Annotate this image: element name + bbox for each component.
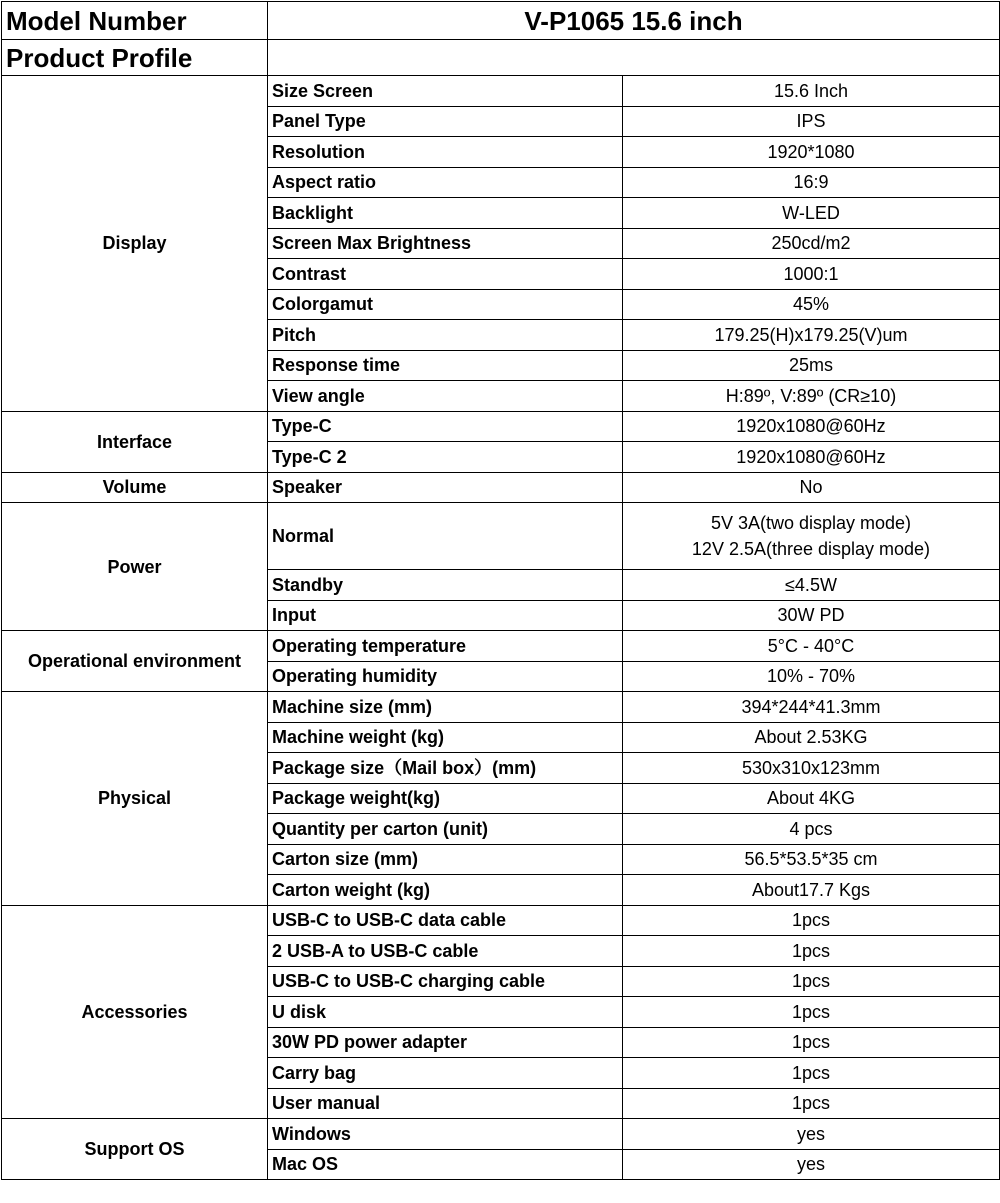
value-cell: 1920x1080@60Hz <box>623 411 1000 442</box>
value-cell: W-LED <box>623 198 1000 229</box>
value-line: 12V 2.5A(three display mode) <box>691 539 931 559</box>
value-cell: 1pcs <box>623 1027 1000 1058</box>
value-cell: 179.25(H)x179.25(V)um <box>623 320 1000 351</box>
category-cell: Interface <box>2 411 268 472</box>
value-line: 5V 3A(two display mode) <box>710 513 912 533</box>
parameter-cell: Package size（Mail box）(mm) <box>268 753 623 784</box>
parameter-cell: Operating temperature <box>268 631 623 662</box>
value-cell: yes <box>623 1119 1000 1150</box>
category-cell: Volume <box>2 472 268 503</box>
parameter-cell: Quantity per carton (unit) <box>268 814 623 845</box>
value-cell: About 2.53KG <box>623 722 1000 753</box>
parameter-cell: Mac OS <box>268 1149 623 1180</box>
parameter-cell: Normal <box>268 503 623 570</box>
model-number-row <box>2 2 1000 40</box>
parameter-cell: View angle <box>268 381 623 412</box>
product-profile-label: Product Profile <box>2 40 268 76</box>
parameter-cell: Contrast <box>268 259 623 290</box>
value-cell: yes <box>623 1149 1000 1180</box>
value-cell <box>623 503 1000 570</box>
parameter-cell: Carton size (mm) <box>268 844 623 875</box>
value-cell: 1pcs <box>623 1058 1000 1089</box>
parameter-cell: Operating humidity <box>268 661 623 692</box>
parameter-cell: Backlight <box>268 198 623 229</box>
category-cell: Power <box>2 503 268 631</box>
value-cell: No <box>623 472 1000 503</box>
value-cell: 30W PD <box>623 600 1000 631</box>
parameter-cell: Type-C 2 <box>268 442 623 473</box>
parameter-cell: Size Screen <box>268 76 623 107</box>
parameter-cell: Package weight(kg) <box>268 783 623 814</box>
parameter-cell: Screen Max Brightness <box>268 228 623 259</box>
category-cell: Support OS <box>2 1119 268 1180</box>
value-cell: 1920x1080@60Hz <box>623 442 1000 473</box>
spec-row <box>2 503 1000 570</box>
model-number-value: V-P1065 15.6 inch <box>268 2 1000 40</box>
value-cell: 1pcs <box>623 936 1000 967</box>
parameter-cell: U disk <box>268 997 623 1028</box>
value-cell: 1pcs <box>623 905 1000 936</box>
parameter-cell: 30W PD power adapter <box>268 1027 623 1058</box>
parameter-cell: Response time <box>268 350 623 381</box>
spec-row <box>2 905 1000 936</box>
spec-row <box>2 472 1000 503</box>
value-cell: 250cd/m2 <box>623 228 1000 259</box>
value-cell: 56.5*53.5*35 cm <box>623 844 1000 875</box>
parameter-cell: Machine weight (kg) <box>268 722 623 753</box>
value-cell: 1pcs <box>623 966 1000 997</box>
value-cell: About17.7 Kgs <box>623 875 1000 906</box>
product-profile-row <box>2 40 1000 76</box>
parameter-cell: Speaker <box>268 472 623 503</box>
category-cell: Accessories <box>2 905 268 1119</box>
value-cell: 10% - 70% <box>623 661 1000 692</box>
spec-table <box>1 1 1000 1180</box>
parameter-cell: Pitch <box>268 320 623 351</box>
spec-row <box>2 411 1000 442</box>
category-cell: Display <box>2 76 268 412</box>
parameter-cell: USB-C to USB-C charging cable <box>268 966 623 997</box>
value-cell: IPS <box>623 106 1000 137</box>
value-cell: 530x310x123mm <box>623 753 1000 784</box>
parameter-cell: Input <box>268 600 623 631</box>
spec-row <box>2 1119 1000 1150</box>
spec-row <box>2 631 1000 662</box>
value-cell: 1pcs <box>623 1088 1000 1119</box>
value-cell: 394*244*41.3mm <box>623 692 1000 723</box>
spec-table-body <box>2 2 1000 1180</box>
parameter-cell: Resolution <box>268 137 623 168</box>
parameter-cell: Standby <box>268 570 623 601</box>
value-cell: 15.6 Inch <box>623 76 1000 107</box>
value-cell: 45% <box>623 289 1000 320</box>
product-profile-value <box>268 40 1000 76</box>
parameter-cell: USB-C to USB-C data cable <box>268 905 623 936</box>
value-cell: 1000:1 <box>623 259 1000 290</box>
value-cell: 1920*1080 <box>623 137 1000 168</box>
parameter-cell: Windows <box>268 1119 623 1150</box>
parameter-cell: Type-C <box>268 411 623 442</box>
value-cell: 4 pcs <box>623 814 1000 845</box>
parameter-cell: 2 USB-A to USB-C cable <box>268 936 623 967</box>
parameter-cell: User manual <box>268 1088 623 1119</box>
parameter-cell: Machine size (mm) <box>268 692 623 723</box>
category-cell: Physical <box>2 692 268 906</box>
value-cell: 5°C - 40°C <box>623 631 1000 662</box>
spec-row <box>2 692 1000 723</box>
parameter-cell: Carton weight (kg) <box>268 875 623 906</box>
parameter-cell: Panel Type <box>268 106 623 137</box>
parameter-cell: Aspect ratio <box>268 167 623 198</box>
value-cell: ≤4.5W <box>623 570 1000 601</box>
model-number-label: Model Number <box>2 2 268 40</box>
parameter-cell: Carry bag <box>268 1058 623 1089</box>
spec-row <box>2 76 1000 107</box>
value-cell: H:89º, V:89º (CR≥10) <box>623 381 1000 412</box>
category-cell: Operational environment <box>2 631 268 692</box>
value-cell: 16:9 <box>623 167 1000 198</box>
parameter-cell: Colorgamut <box>268 289 623 320</box>
value-cell: 1pcs <box>623 997 1000 1028</box>
value-cell: 25ms <box>623 350 1000 381</box>
value-cell: About 4KG <box>623 783 1000 814</box>
